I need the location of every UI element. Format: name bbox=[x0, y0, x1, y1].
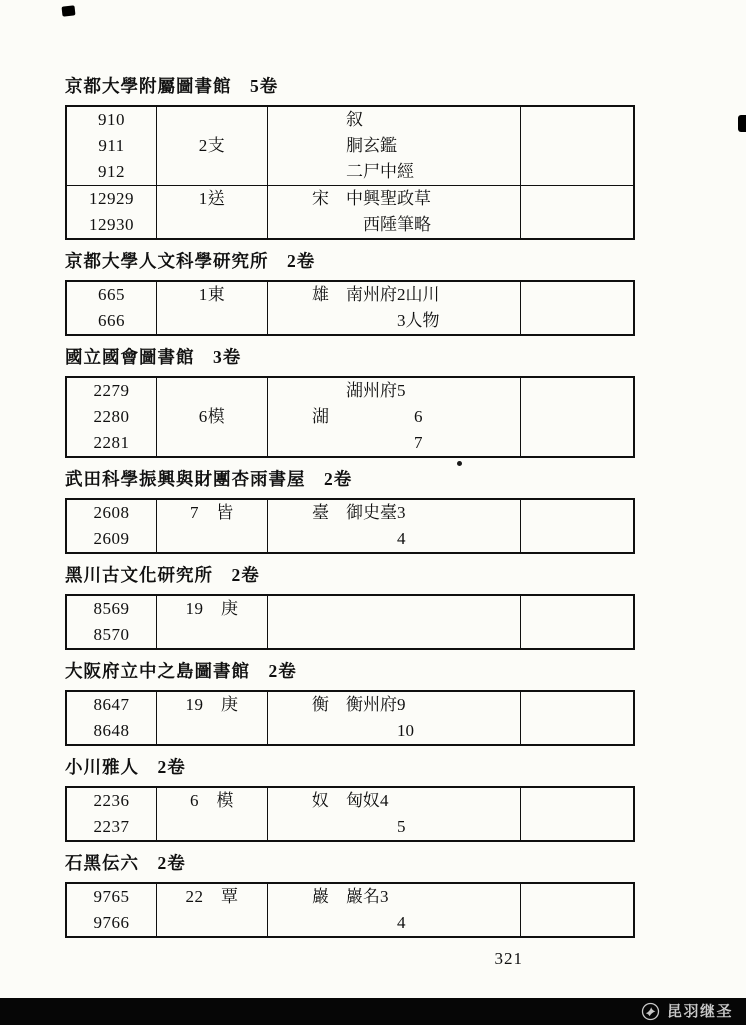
content-line: 胴玄鑑 bbox=[312, 136, 397, 155]
content-line: 雄 南州府2山川 bbox=[312, 285, 440, 304]
empty-cell bbox=[521, 596, 633, 648]
watermark-logo-icon bbox=[641, 1002, 660, 1021]
catalog-number: 2608 bbox=[93, 503, 130, 522]
empty-cell bbox=[521, 378, 633, 456]
watermark-text: 昆羽继圣 bbox=[666, 1003, 733, 1020]
number-cell bbox=[67, 788, 157, 840]
content-cell bbox=[268, 378, 521, 456]
section-title: 京都大學人文科學研究所 2卷 bbox=[65, 251, 316, 271]
class-label-cell bbox=[157, 282, 268, 334]
catalog-section bbox=[65, 853, 635, 938]
table-group bbox=[67, 692, 633, 744]
class-label-cell bbox=[157, 378, 268, 456]
class-label-cell bbox=[157, 596, 268, 648]
content-line: 叙 bbox=[312, 110, 363, 129]
catalog-number: 12930 bbox=[89, 215, 134, 234]
catalog-number: 2236 bbox=[93, 791, 130, 810]
empty-cell bbox=[521, 884, 633, 936]
section-title: 黑川古文化研究所 2卷 bbox=[65, 565, 260, 585]
catalog-number: 2281 bbox=[93, 433, 130, 452]
catalog-table bbox=[65, 882, 635, 938]
catalog-number: 911 bbox=[98, 136, 125, 155]
class-label: 22 覃 bbox=[185, 887, 239, 906]
class-label-cell bbox=[157, 692, 268, 744]
table-group bbox=[67, 788, 633, 840]
catalog-table bbox=[65, 498, 635, 554]
number-cell bbox=[67, 596, 157, 648]
table-group bbox=[67, 596, 633, 648]
content-cell bbox=[268, 107, 521, 185]
empty-cell bbox=[521, 692, 633, 744]
content-line: 5 bbox=[312, 817, 406, 836]
content-cell bbox=[268, 692, 521, 744]
sections-container bbox=[65, 76, 635, 938]
class-label: 2支 bbox=[198, 136, 226, 155]
catalog-section bbox=[65, 661, 635, 746]
table-group bbox=[67, 185, 633, 238]
catalog-number: 666 bbox=[98, 311, 125, 330]
content-cell bbox=[268, 788, 521, 840]
catalog-table bbox=[65, 786, 635, 842]
catalog-table bbox=[65, 105, 635, 240]
catalog-number: 912 bbox=[98, 162, 125, 181]
class-label: 7 皆 bbox=[190, 503, 234, 522]
content-line: 衡 衡州府9 bbox=[312, 695, 406, 714]
content-line: 4 bbox=[312, 913, 406, 932]
number-cell bbox=[67, 107, 157, 185]
table-group bbox=[67, 282, 633, 334]
empty-cell bbox=[521, 282, 633, 334]
empty-cell bbox=[521, 500, 633, 552]
scan-artifact-top-left bbox=[62, 5, 76, 16]
content-line: 奴 匈奴4 bbox=[312, 791, 389, 810]
class-label: 1送 bbox=[198, 189, 226, 208]
catalog-number: 2609 bbox=[93, 529, 130, 548]
class-label: 6 模 bbox=[190, 791, 234, 810]
content-line: 宋 中興聖政草 bbox=[312, 189, 431, 208]
catalog-number: 8648 bbox=[93, 721, 130, 740]
class-label-cell bbox=[157, 884, 268, 936]
number-cell bbox=[67, 282, 157, 334]
content-line: 西陲筆略 bbox=[312, 215, 431, 234]
class-label: 6模 bbox=[198, 407, 226, 426]
catalog-number: 8570 bbox=[93, 625, 130, 644]
content-line: 湖 6 bbox=[312, 407, 423, 426]
content-cell bbox=[268, 884, 521, 936]
class-label-cell bbox=[157, 500, 268, 552]
section-title: 小川雅人 2卷 bbox=[65, 757, 186, 777]
empty-cell bbox=[521, 186, 633, 238]
class-label: 1東 bbox=[198, 285, 226, 304]
catalog-number: 2280 bbox=[93, 407, 130, 426]
content-cell bbox=[268, 282, 521, 334]
catalog-number: 8569 bbox=[93, 599, 130, 618]
catalog-table bbox=[65, 280, 635, 336]
section-title: 石黑伝六 2卷 bbox=[65, 853, 186, 873]
catalog-section bbox=[65, 757, 635, 842]
number-cell bbox=[67, 500, 157, 552]
class-label-cell bbox=[157, 186, 268, 238]
content-line: 湖州府5 bbox=[312, 381, 406, 400]
scan-artifact-dot bbox=[457, 461, 462, 466]
table-group bbox=[67, 500, 633, 552]
number-cell bbox=[67, 692, 157, 744]
scan-artifact-right-edge bbox=[738, 115, 746, 132]
catalog-table bbox=[65, 376, 635, 458]
content-line: 7 bbox=[312, 433, 423, 452]
table-group bbox=[67, 107, 633, 185]
catalog-section bbox=[65, 76, 635, 240]
catalog-section bbox=[65, 469, 635, 554]
catalog-number: 8647 bbox=[93, 695, 130, 714]
table-group bbox=[67, 378, 633, 456]
content-line: 巖 巖名3 bbox=[312, 887, 389, 906]
number-cell bbox=[67, 378, 157, 456]
class-label: 19 庚 bbox=[185, 695, 239, 714]
content-line: 3人物 bbox=[312, 311, 440, 330]
class-label: 19 庚 bbox=[185, 599, 239, 618]
watermark-bar bbox=[0, 998, 746, 1025]
table-group bbox=[67, 884, 633, 936]
class-label-cell bbox=[157, 107, 268, 185]
catalog-number: 2237 bbox=[93, 817, 130, 836]
section-title: 京都大學附屬圖書館 5卷 bbox=[65, 76, 279, 96]
section-title: 大阪府立中之島圖書館 2卷 bbox=[65, 661, 297, 681]
catalog-section bbox=[65, 347, 635, 458]
content-line: 臺 御史臺3 bbox=[312, 503, 406, 522]
content-cell bbox=[268, 186, 521, 238]
catalog-table bbox=[65, 594, 635, 650]
catalog-section bbox=[65, 251, 635, 336]
catalog-section bbox=[65, 565, 635, 650]
content-cell bbox=[268, 596, 521, 648]
catalog-number: 9765 bbox=[93, 887, 130, 906]
catalog-number: 12929 bbox=[89, 189, 134, 208]
page-number: 321 bbox=[494, 949, 523, 968]
content-cell bbox=[268, 500, 521, 552]
catalog-number: 665 bbox=[98, 285, 125, 304]
class-label-cell bbox=[157, 788, 268, 840]
section-title: 武田科學振興與財團杏雨書屋 2卷 bbox=[65, 469, 353, 489]
catalog-number: 9766 bbox=[93, 913, 130, 932]
catalog-number: 910 bbox=[98, 110, 125, 129]
catalog-table bbox=[65, 690, 635, 746]
content-line: 二尸中經 bbox=[312, 162, 414, 181]
section-title: 國立國會圖書館 3卷 bbox=[65, 347, 242, 367]
number-cell bbox=[67, 186, 157, 238]
number-cell bbox=[67, 884, 157, 936]
catalog-number: 2279 bbox=[93, 381, 130, 400]
empty-cell bbox=[521, 788, 633, 840]
content-line: 10 bbox=[312, 721, 414, 740]
empty-cell bbox=[521, 107, 633, 185]
content-line: 4 bbox=[312, 529, 406, 548]
